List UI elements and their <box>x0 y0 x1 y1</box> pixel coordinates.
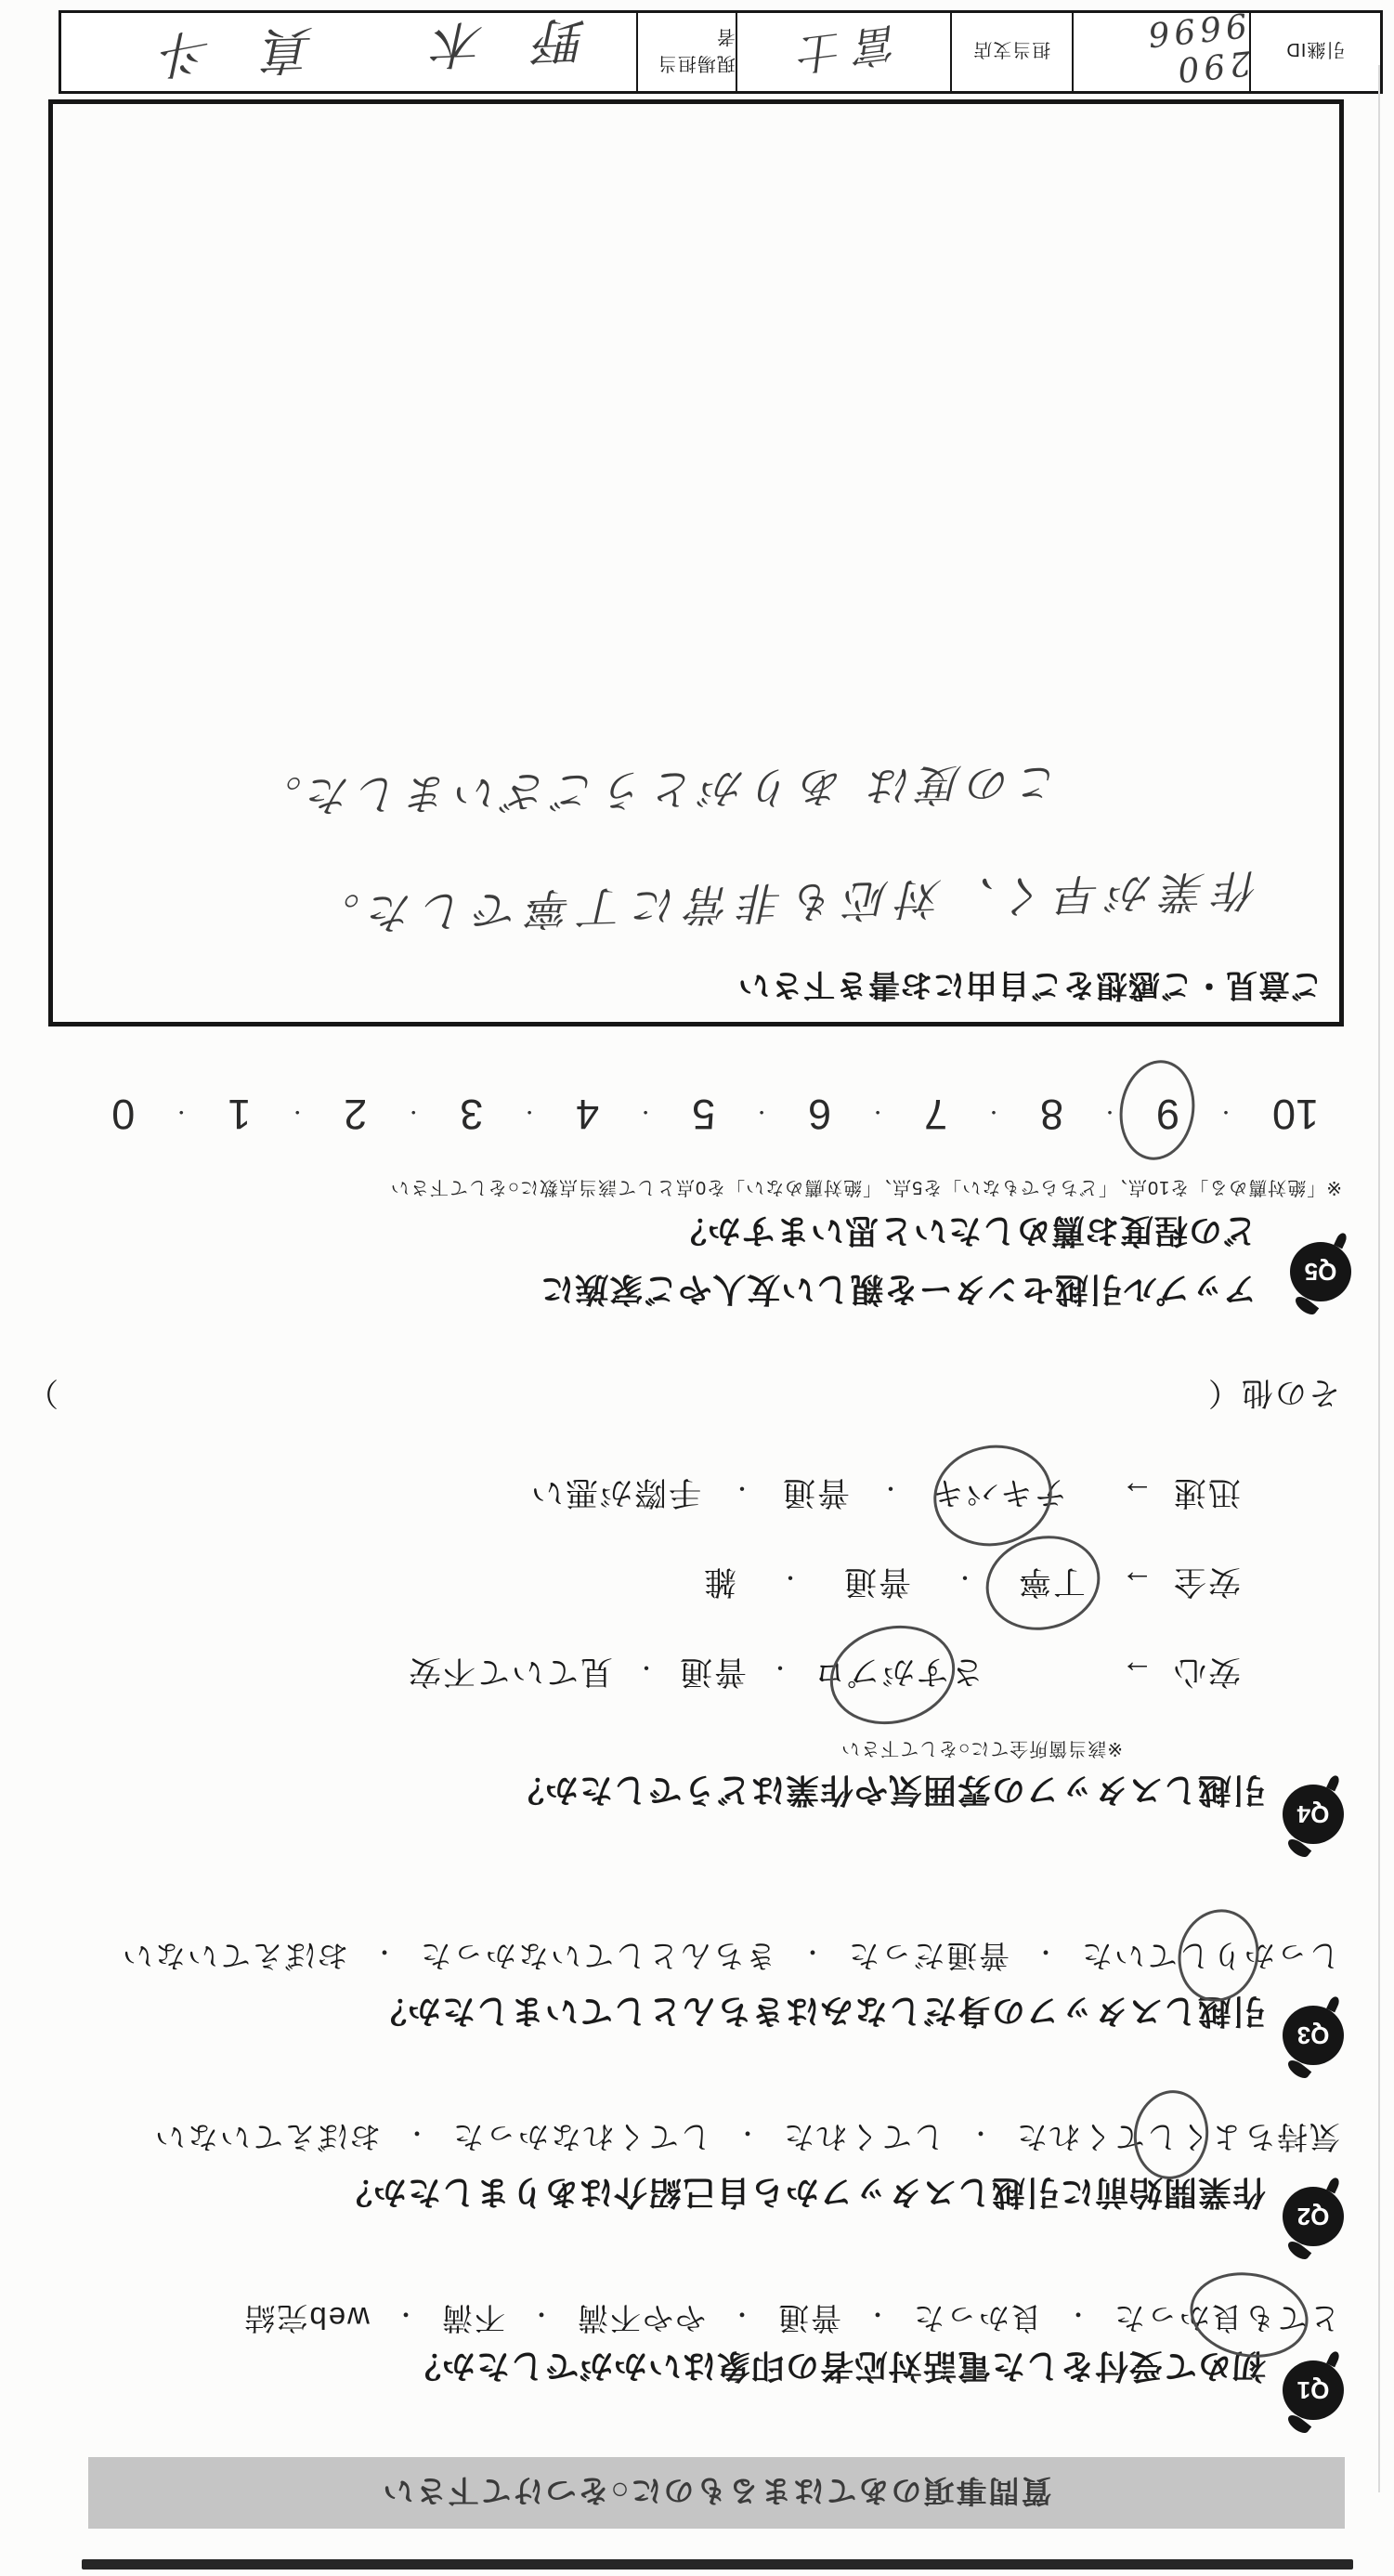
q1-option: 不満 <box>439 2301 505 2335</box>
option-separator: ・ <box>727 2300 754 2329</box>
scale-0: 0 <box>111 1091 136 1138</box>
q2-question: 作業開始前に引越しスタッフから自己紹介はありましたか？ <box>337 2174 1266 2212</box>
scale-9-circled: 9 <box>1156 1090 1179 1138</box>
form-title-bar <box>88 2457 1345 2529</box>
q4-row-label: 安全 <box>1171 1563 1241 1600</box>
option-separator: ・ <box>966 2119 993 2148</box>
form-title: 質問事項のあてはまるものに○をつけて下さい <box>381 2474 1052 2508</box>
q5-note: ※「絶対薦める」を10点、「どちらでもない」を5点、「絶対薦めない」を0点として該当点数に○をして下さい <box>389 1177 1342 1197</box>
q2-option: してくれなかった <box>450 2120 711 2154</box>
handover-id-value: 290 9696 <box>1074 13 1251 91</box>
q1-icon <box>1283 2360 1344 2420</box>
arrow-icon: → <box>1119 1474 1153 1510</box>
handwritten-comment-line1: 作業が早く、対応も非常に丁寧でした。 <box>306 863 1260 940</box>
q1-option-circled: とても良かった <box>1113 2298 1340 2342</box>
scale-10: 10 <box>1271 1091 1319 1138</box>
staff-label: 現場担当者 <box>639 13 737 91</box>
q4-other-label: その他 <box>1240 1375 1340 1410</box>
q4-row1-option-circled: さすがプロ <box>812 1651 984 1697</box>
q1-option: web完結 <box>242 2301 370 2335</box>
option-separator: ・ <box>1063 2300 1090 2329</box>
scale-8: 8 <box>1040 1091 1064 1138</box>
option-separator: ・ <box>733 2119 760 2148</box>
option-separator: ・ <box>951 1563 976 1589</box>
arrow-icon: → <box>1119 1563 1153 1600</box>
comment-box-header: ご意見・ご感想をご自由にお書き下さい <box>737 967 1322 1002</box>
staff-name-value: 野木 真斗 <box>61 13 638 91</box>
q4-row2-option: 雑 <box>701 1563 736 1600</box>
q4-row-label: 迅速 <box>1171 1474 1241 1510</box>
q1-option: やや不満 <box>575 2301 706 2335</box>
q4-icon-label: Q4 <box>1296 1800 1330 1829</box>
staff-info-table <box>59 5 1383 94</box>
scale-separator: ・ <box>404 1101 423 1122</box>
scale-separator: ・ <box>1216 1101 1235 1122</box>
q1-question: 初めて受付をした電話対応者の印象はいかがでしたか？ <box>406 2347 1266 2386</box>
q4-question: 引越しスタッフの雰囲気や作業はどうでしたか？ <box>509 1772 1266 1810</box>
option-separator: ・ <box>863 2300 890 2329</box>
option-separator: ・ <box>527 2300 554 2329</box>
q3-option: きちんとしていなかった <box>418 1939 776 1973</box>
q4-row-label: 安心 <box>1171 1654 1241 1690</box>
scale-6: 6 <box>808 1091 832 1138</box>
scale-separator: ・ <box>868 1101 888 1122</box>
scale-separator: ・ <box>1101 1101 1119 1122</box>
q2-option: してくれた <box>781 2120 945 2154</box>
q5-question-line2: どの程度お薦めしたいと思いますか？ <box>671 1212 1257 1250</box>
q4-row2-option: 普通 <box>841 1563 911 1600</box>
option-separator: ・ <box>877 1474 902 1500</box>
q4-row3-option: 普通 <box>780 1474 850 1510</box>
scale-2: 2 <box>344 1091 368 1138</box>
q1-option: 良かった <box>911 2301 1042 2335</box>
q4-row3-option: 手際が悪い <box>528 1474 701 1510</box>
handwritten-comment-line2: この度は ありがとうございました。 <box>252 757 1062 822</box>
scale-5: 5 <box>692 1091 716 1138</box>
option-separator: ・ <box>1031 1938 1058 1967</box>
option-separator: ・ <box>766 1654 791 1680</box>
q3-options <box>121 1936 1340 1980</box>
option-separator: ・ <box>776 1563 801 1589</box>
q4-row3-option-circled: テキパキ <box>930 1471 1067 1518</box>
option-separator: ・ <box>632 1654 658 1680</box>
q4-row1-option: 見ていて不安 <box>406 1654 613 1690</box>
scale-separator: ・ <box>172 1101 191 1122</box>
option-separator: ・ <box>391 2300 418 2329</box>
scale-1: 1 <box>228 1091 252 1138</box>
option-separator: ・ <box>402 2119 429 2148</box>
q2-option-circled: 気持ちよくしてくれた <box>1015 2117 1340 2161</box>
scale-3: 3 <box>460 1091 484 1138</box>
handover-id-label: 引継ID <box>1285 39 1346 60</box>
option-separator: ・ <box>728 1474 753 1500</box>
scale-4: 4 <box>576 1091 600 1138</box>
q2-icon-label: Q2 <box>1296 2203 1330 2231</box>
comment-box <box>48 99 1344 1026</box>
q4-other-close: ） <box>27 1375 59 1410</box>
q1-options <box>242 2298 1340 2342</box>
q2-option: おぼえていない <box>152 2120 381 2154</box>
scan-edge-shadow <box>82 2559 1353 2569</box>
q2-icon <box>1283 2187 1344 2246</box>
scale-separator: ・ <box>636 1101 656 1122</box>
arrow-icon: → <box>1119 1654 1153 1690</box>
q4-note: ※該当箇所全てに○をして下さい <box>840 1738 1123 1759</box>
scan-edge-line <box>1378 65 1380 2492</box>
option-separator: ・ <box>370 1938 397 1967</box>
scale-7: 7 <box>924 1091 948 1138</box>
q1-option: 普通 <box>775 2301 841 2335</box>
q4-row-anshin <box>407 1651 1241 1697</box>
scale-separator: ・ <box>520 1101 540 1122</box>
open-paren: （ <box>1206 1375 1240 1410</box>
q3-option: 普通だった <box>846 1939 1010 1973</box>
q2-options <box>153 2117 1340 2161</box>
q5-icon-label: Q5 <box>1304 1258 1337 1287</box>
q3-option-circled: しっかりしていた <box>1080 1936 1340 1980</box>
option-separator: ・ <box>798 1938 825 1967</box>
scale-separator: ・ <box>752 1101 772 1122</box>
q4-row1-option: 普通 <box>677 1654 747 1690</box>
scale-separator: ・ <box>984 1101 1004 1122</box>
q5-question-line1: アップル引越センターを親しい友人やご家族に <box>540 1271 1257 1309</box>
q5-rating-scale <box>111 1090 1319 1138</box>
q4-icon <box>1283 1785 1344 1844</box>
q3-question: 引越しスタッフの身だしなみはきちんとしていましたか？ <box>371 1993 1266 2031</box>
q3-icon-label: Q3 <box>1296 2021 1330 2050</box>
q4-row-anzen <box>702 1561 1241 1607</box>
q3-option: おぼえていない <box>120 1939 348 1973</box>
q4-row2-option-circled: 丁寧 <box>1017 1561 1086 1607</box>
q5-icon <box>1290 1242 1351 1301</box>
scale-separator: ・ <box>288 1101 307 1122</box>
branch-value: 富士 <box>737 13 952 91</box>
q1-icon-label: Q1 <box>1296 2376 1330 2405</box>
q3-icon <box>1283 2006 1344 2065</box>
q4-row-jinsoku <box>529 1471 1241 1518</box>
q4-other <box>1206 1373 1340 1419</box>
branch-label: 担当支店 <box>952 13 1074 91</box>
